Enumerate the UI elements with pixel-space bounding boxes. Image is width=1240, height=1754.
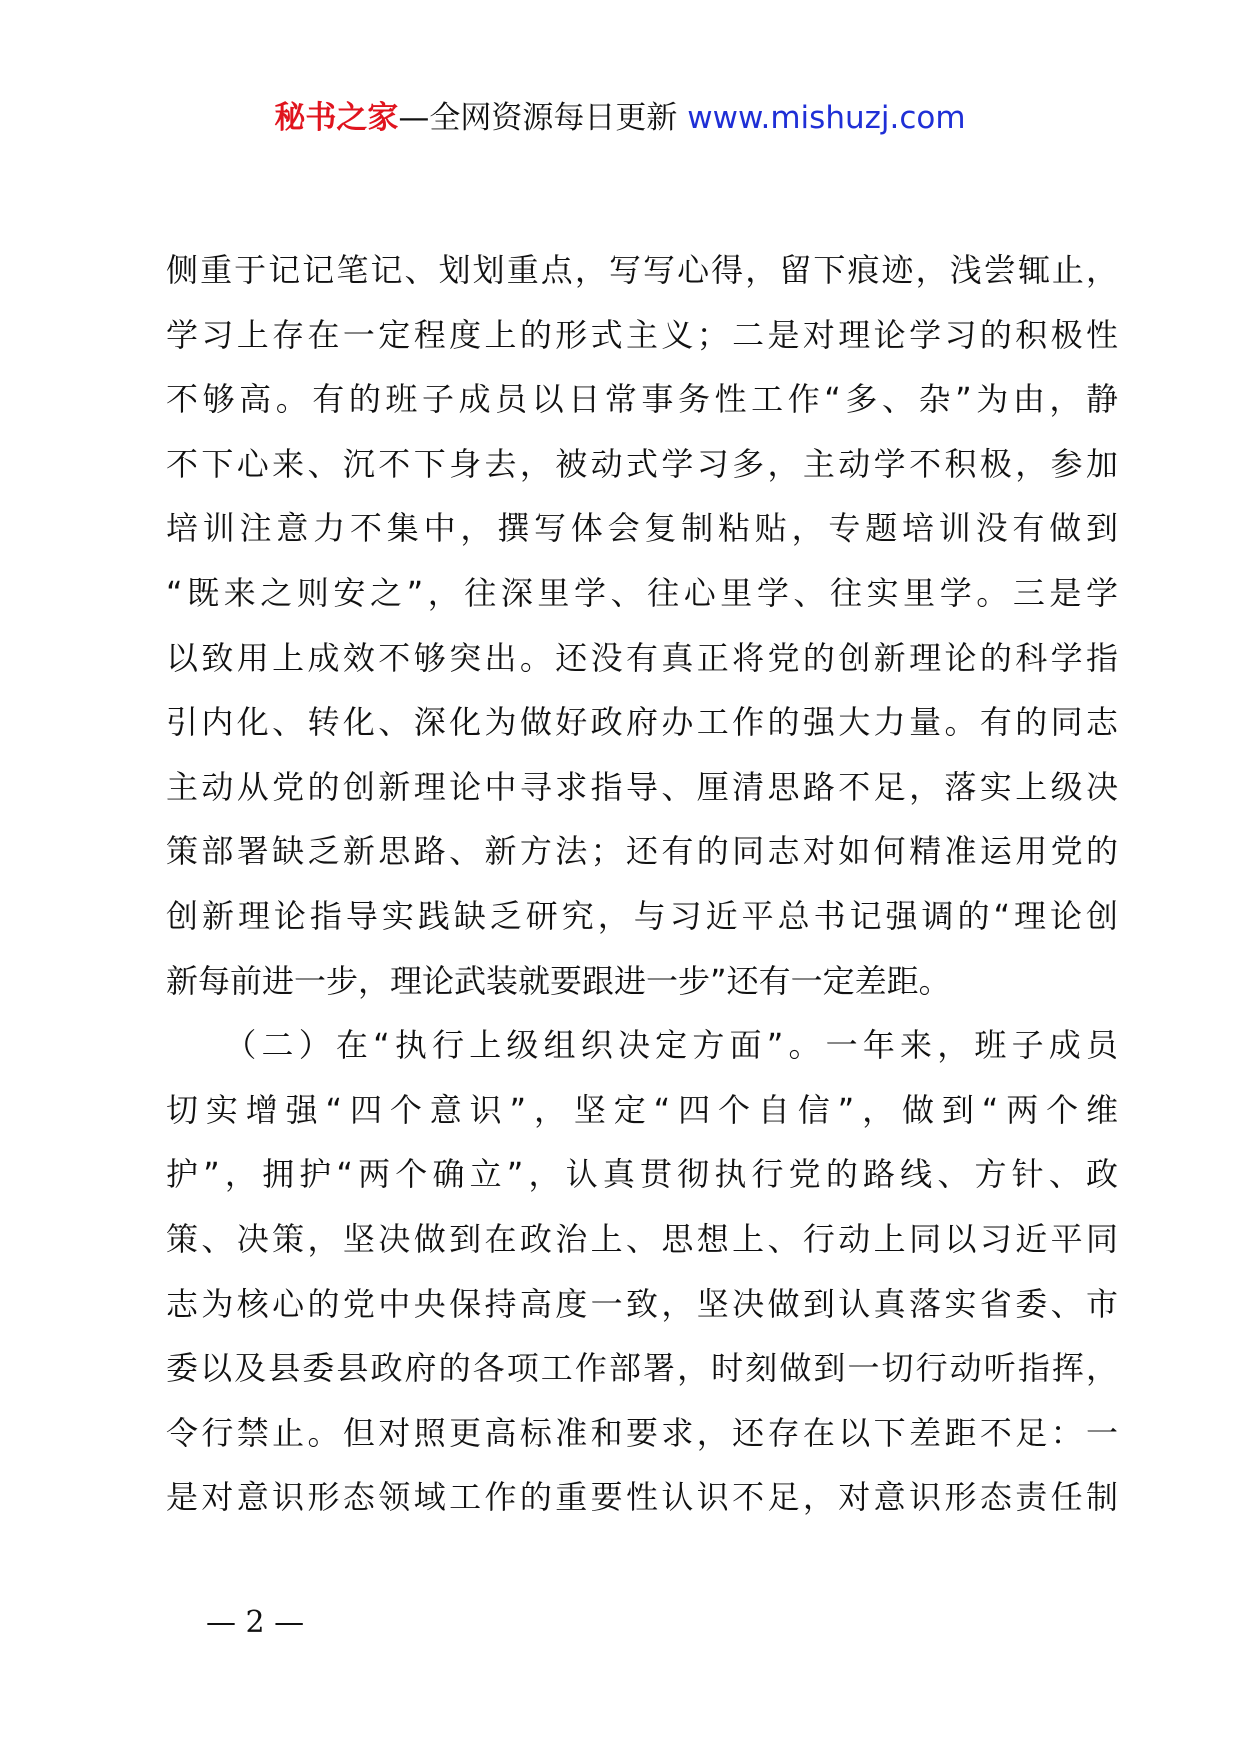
site-slogan: —全网资源每日更新 — [398, 100, 688, 136]
document-body — [166, 238, 1118, 1530]
body-line: 培训注意力不集中，撰写体会复制粘贴，专题培训没有做到 — [166, 509, 1118, 548]
body-line-paragraph-end: 新每前进一步，理论武装就要跟进一步”还有一定差距。 — [166, 961, 951, 1000]
body-line: 侧重于记记笔记、划划重点，写写心得，留下痕迹，浅尝辄止， — [166, 251, 1118, 289]
body-line: 策、决策，坚决做到在政治上、思想上、行动上同以习近平同 — [166, 1219, 1118, 1258]
body-line: 不够高。有的班子成员以日常事务性工作“多、杂”为由，静 — [166, 380, 1118, 419]
site-brand-name: 秘书之家 — [274, 100, 399, 136]
body-line: 不下心来、沉不下身去，被动式学习多，主动学不积极，参加 — [166, 444, 1118, 483]
body-line: 志为核心的党中央保持高度一致，坚决做到认真落实省委、市 — [166, 1284, 1118, 1323]
body-line: 学习上存在一定程度上的形式主义；二是对理论学习的积极性 — [166, 315, 1118, 354]
body-line: 是对意识形态领域工作的重要性认识不足，对意识形态责任制 — [166, 1478, 1118, 1517]
body-line: 委以及县委县政府的各项工作部署，时刻做到一切行动听指挥， — [166, 1349, 1118, 1388]
body-line: 策部署缺乏新思路、新方法；还有的同志对如何精准运用党的 — [166, 832, 1118, 871]
body-line: “既来之则安之”，往深里学、往心里学、往实里学。三是学 — [166, 573, 1118, 612]
body-line: 以致用上成效不够突出。还没有真正将党的创新理论的科学指 — [166, 638, 1118, 677]
site-url-link[interactable]: www.mishuzj.com — [687, 100, 966, 136]
site-header-banner — [0, 98, 1240, 138]
page-number: — 2 — — [206, 1605, 305, 1640]
body-line: 主动从党的创新理论中寻求指导、厘清思路不足，落实上级决 — [166, 767, 1118, 806]
body-line: 令行禁止。但对照更高标准和要求，还存在以下差距不足：一 — [166, 1413, 1118, 1452]
body-line-paragraph-start: （二）在“执行上级组织决定方面”。一年来，班子成员 — [166, 1026, 1118, 1065]
body-line: 引内化、转化、深化为做好政府办工作的强大力量。有的同志 — [166, 703, 1118, 742]
body-line: 创新理论指导实践缺乏研究，与习近平总书记强调的“理论创 — [166, 896, 1118, 935]
body-line: 护”，拥护“两个确立”，认真贯彻执行党的路线、方针、政 — [166, 1155, 1118, 1194]
body-line: 切实增强“四个意识”，坚定“四个自信”，做到“两个维 — [166, 1090, 1118, 1129]
